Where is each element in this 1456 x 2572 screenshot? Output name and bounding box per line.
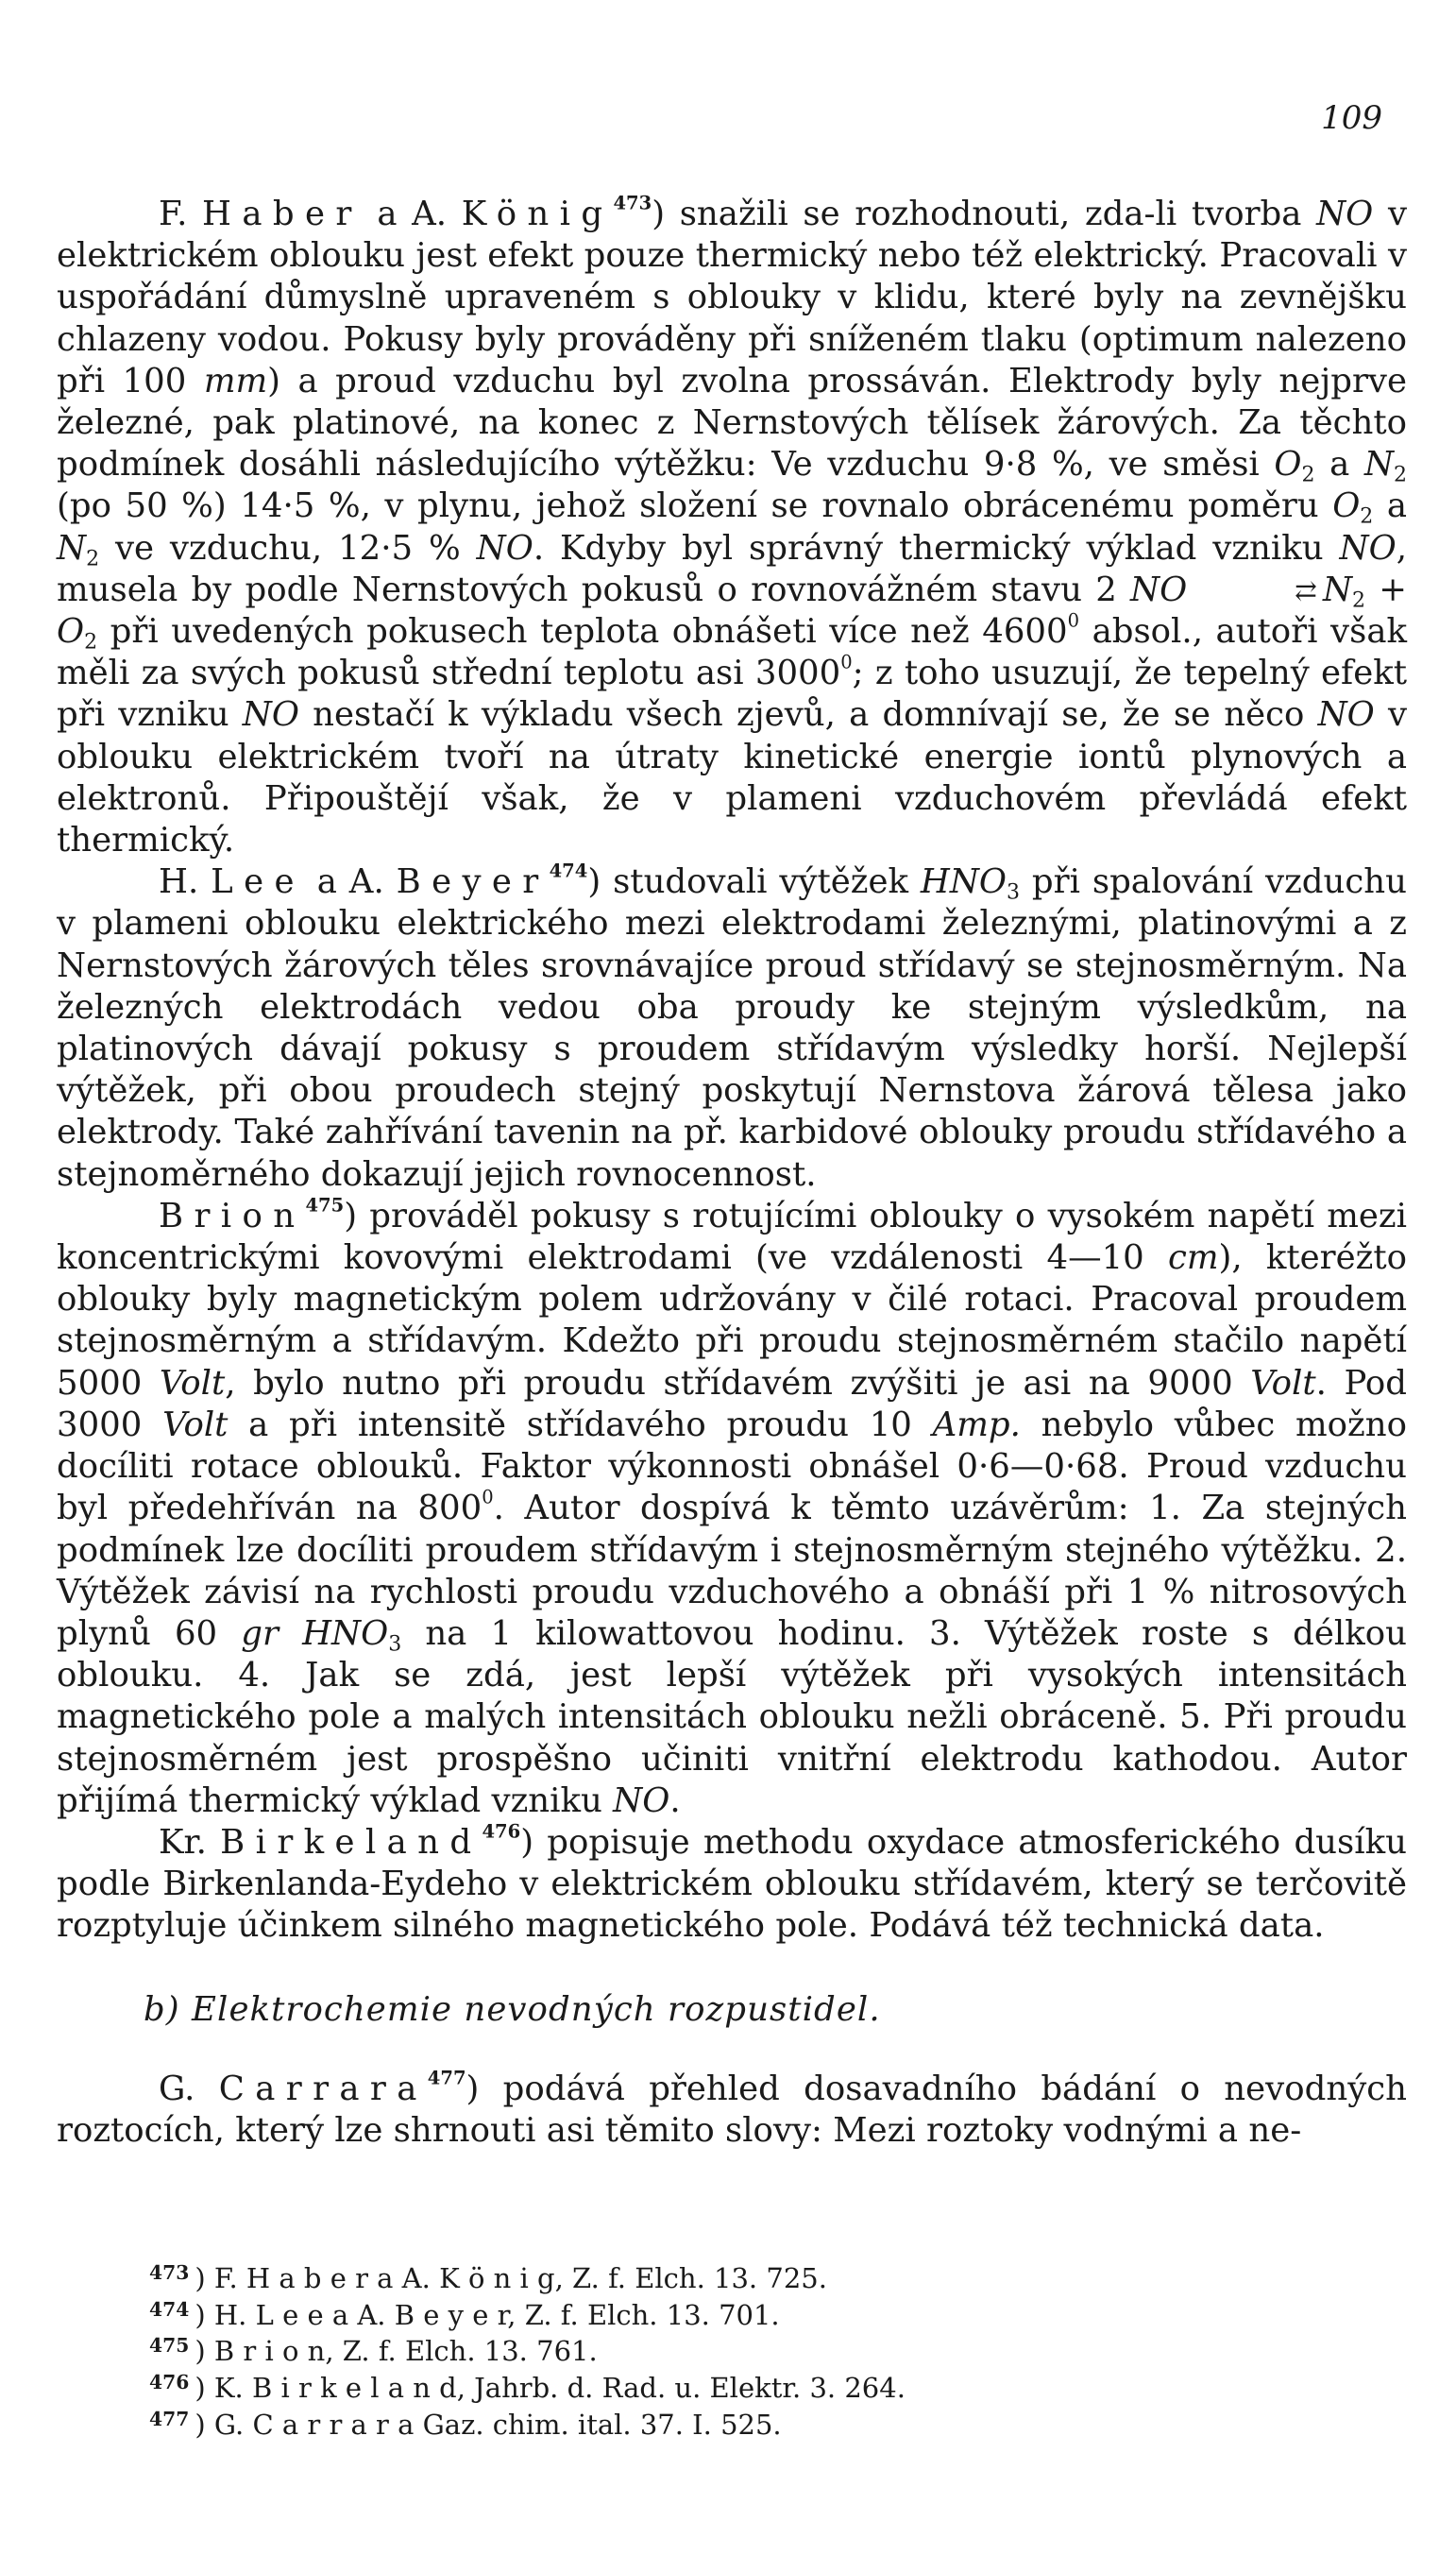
- paragraph-brion: Brion$^{475}$) prováděl pokusy s rotujícími oblouky o vysokém napětí mezi koncentrickými kovovými elektrodami (ve vzdálenosti 4—10 cm), kteréžto oblouky byly magnetickým polem udržovány v čilé rotaci. Pracoval proudem stejnosměrným a střídavým. Kdežto při proudu stejnosměrném stačilo napětí 5000 Volt, bylo nutno při proudu střídavém zvýšiti je asi na 9000 Volt. Pod 3000 Volt a při intensitě střídavého proudu 10 Amp. nebylo vůbec možno docíliti rotace oblouků. Faktor výkonnosti obnášel 0·6—0·68. Proud vzduchu byl předehříván na $800^0$. Autor dospívá k těmto uzávěrům: 1. Za stejných podmínek lze docíliti proudem střídavým i stejnosměrným stejného výtěžku. 2. Výtěžek závisí na rychlosti proudu vzduchového a obnáší při 1 % nitrosových plynů 60 gr $HNO_3$ na 1 kilowattovou hodinu. 3. Výtěžek roste s délkou oblouku. 4. Jak se zdá, jest lepší výtěžek při vysokých intensitách magnetického pole a malých intensitách oblouku nežli obráceně. 5. Při proudu stejnosměrném jest prospěšno učiniti vnitřní elektrodu kathodou. Autor přijímá thermický výklad vzniku NO.: [57, 1194, 1408, 1820]
- footnotes: [149, 2257, 1377, 2440]
- footnote: $^{477}$ ) G. C a r r a r a Gaz. chim. ital. 37. I. 525.: [149, 2407, 782, 2441]
- footnote: $^{476}$ ) K. B i r k e l a n d, Jahrb. d. Rad. u. Elektr. 3. 264.: [149, 2370, 906, 2404]
- footnote: $^{473}$ ) F. H a b e r a A. K ö n i g, Z. f. Elch. 13. 725.: [149, 2261, 827, 2295]
- footnote: $^{475}$ ) B r i o n, Z. f. Elch. 13. 761.: [149, 2334, 598, 2368]
- paragraph-lee-beyer: H. Lee a A. Beyer$^{474}$) studovali výtěžek $HNO_3$ při spalování vzduchu v plameni oblouku elektrického mezi elektrodami železnými, platinovými a z Nernstových žárových těles srovnávajíce proud střídavý se stejnosměrným. Na železných elektrodách vedou oba proudy ke stejným výsledkům, na platinových dávají pokusy s proudem střídavým výsledky horší. Nejlepší výtěžek, při obou proudech stejný poskytují Nernstova žárová tělesa jako elektrody. Také zahřívání tavenin na př. karbidové oblouky proudu střídavého a stejnoměrného dokazují jejich rovnocennost.: [57, 860, 1407, 1194]
- page-number: 109: [1321, 99, 1382, 137]
- paragraph-birkeland: Kr. Birkeland$^{476}$) popisuje methodu oxydace atmosferického dusíku podle Birkenlanda-Eydeho v elektrickém oblouku střídavém, který se terčovitě rozptyluje účinkem silného magnetického pole. Podává též technická data.: [57, 1820, 1407, 1946]
- paragraph-carrara: G. Carrara$^{477}$) podává přehled dosavadního bádání o nevodných roztocích, který lze shrnouti asi těmito slovy: Mezi roztoky vodnými a ne-: [57, 2067, 1407, 2150]
- equilibrium-arrow-icon: ⇄: [1295, 575, 1317, 607]
- footnote: $^{474}$ ) H. L e e a A. B e y e r, Z. f. Elch. 13. 701.: [149, 2297, 780, 2331]
- body-text: [57, 194, 1407, 2152]
- section-heading: b) Elektrochemie nevodných rozpustidel.: [144, 1989, 881, 2029]
- paragraph-haber-konig: F. Haber a A. König$^{473}$) snažili se rozhodnouti, zda-li tvorba NO v elektrickém oblouku jest efekt pouze thermický nebo též elektrický. Pracovali v uspořádání důmyslně upraveném s oblouky v klidu, které byly na zevnějšku chlazeny vodou. Pokusy byly prováděny při sníženém tlaku (optimum nalezeno při 100 mm) a proud vzduchu byl zvolna prossáván. Elektrody byly nejprve železné, pak platinové, na konec z Nernstových tělísek žárových. Za těchto podmínek dosáhli následujícího výtěžku: Ve vzduchu 9·8 %, ve směsi $O_2$ a $N_2$ (po 50 %) 14·5 %, v plynu, jehož složení se rovnalo obrácenému poměru $O_2$ a $N_2$ ve vzduchu, 12·5 % NO. Kdyby byl správný thermický výklad vzniku NO, musela by podle Nernstových pokusů o rovnovážném stavu 2 NO ⇄ $N_2 + O_2$ při uvedených pokusech teplota obnášeti více než 4600$^0$ absol., autoři však měli za svých pokusů střední teplotu asi 3000$^0$; z toho usuzují, že tepelný efekt při vzniku NO nestačí k výkladu všech zjevů, a domnívají se, že se něco NO v oblouku elektrickém tvoří na útraty kinetické energie iontů plynových a elektronů. Připouštějí však, že v plameni vzduchovém převládá efekt thermický.: [57, 192, 1408, 860]
